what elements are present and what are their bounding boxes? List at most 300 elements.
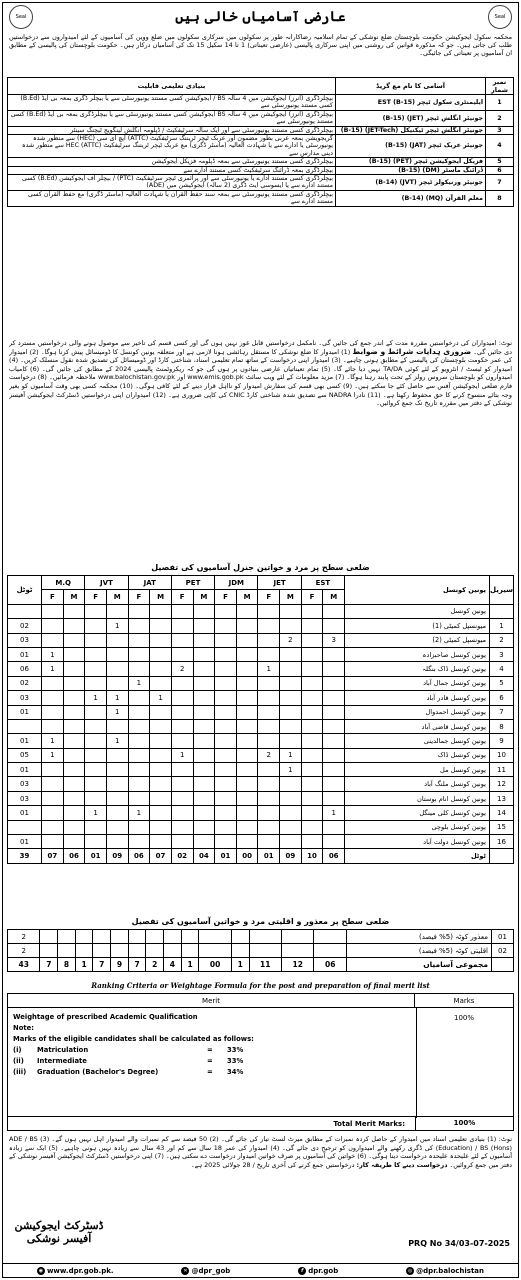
dist-value-cell	[215, 763, 237, 777]
dist-value-cell	[236, 806, 258, 820]
merit-item-percent: 33%	[227, 1057, 244, 1065]
intro-paragraph: محکمہ سکول ایجوکیشن حکومت بلوچستان ضلع نوشکی کے تمام اسلامیہ رضاکارانہ طور پر سکولوں میں سرکاری سکولوں میں ضلع ووین کی آسامیوں کے لئے امیدواروں سے درخواستیں طلب کی جاتی ہیں۔ جو کہ مذکورہ قوانین کی روشنی میں اپنی سرکاری پالیسی (عارضی تعیناتی) 1 تا 14 سکیل 15 تک کی آسامیاں درکار ہیں۔ حکومت بلوچستان کی پالیسی کے مطابق ان آسامیوں پر تعیناتی کی جائیگی۔	[9, 33, 512, 58]
dist-value-cell	[40, 944, 58, 958]
header	[3, 3, 518, 31]
merit-item-equals: =	[207, 1057, 213, 1065]
dist-value-cell	[106, 662, 128, 676]
dist-value-cell	[171, 763, 193, 777]
posts-row	[8, 175, 514, 191]
dist-union-council: یونین کونسل دولت آباد	[345, 835, 490, 849]
dist-value-cell	[280, 647, 302, 661]
dist-total-value: 04	[193, 849, 215, 863]
dist-total-cell: 05	[8, 748, 42, 762]
merit-col-label: Merit	[8, 994, 415, 1007]
dist-serial: 3	[490, 647, 514, 661]
dist-value-cell	[258, 719, 280, 733]
dist-value-cell	[280, 676, 302, 690]
dist-row	[8, 734, 514, 748]
dist-total-cell: 2	[8, 930, 40, 944]
dist-value-cell	[236, 719, 258, 733]
notes-body: (1) امیدوار کا ضلع نوشکی کا مستقل رہائشی ہونا لازمی ہے اور متعلقہ یونین کونسل کا ڈومیسائل پیش کرنا ہوگا۔ (2) امیدوار کی عمر حکومت بلوچستان کی پالیسی کے مطابق ہونی چاہیے۔ (3) امیدوار اپنی درخواست کے ساتھ تمام تعلیمی اسناد، شناختی کارڈ اور ڈومیسائل کی تصدیق شدہ نقول منسلک کریں۔ (4) امیدوار کو ٹیسٹ / انٹرویو کے لئے کوئی TA/DA نہیں دیا جائے گا۔ (5) تمام تعیناتیاں عارضی بنیادوں پر ہوں گی جو کہ ریکروٹمنٹ پالیسی 2024 کے مطابق کی جائیں گی۔ (6) کامیاب امیدواروں کو بلوچستان سروس رولز کے تحت پابند رہنا ہوگا۔ (7) مزید معلومات کے لئے ویب سائٹ www.emis.gob.pk اور www.balochistan.gov.pk ملاحظہ فرمائیں۔ (8) درخواست فارم ضلعی ایجوکیشن آفس سے حاصل کئے جا سکتے ہیں۔ (9) کسی بھی قسم کی سفارش امیدوار کو نااہل قرار دینے کے لئے کافی ہوگی۔ (10) محکمہ کسی بھی وقت آسامیوں کو بغیر وجہ بتائے منسوخ کرنے کا حق محفوظ رکھتا ہے۔ (11) نادرا NADRA سے تصدیق شدہ شناختی کارڈ CNIC کی کاپی ضروری ہے۔ (12) امیدواران اپنی درخواستیں ڈسٹرکٹ ایجوکیشن آفیسر نوشکی کے دفتر میں مقررہ تاریخ تک جمع کروائیں۔	[9, 347, 512, 408]
dist-union-council: یونین کونسل جمالدینی	[345, 734, 490, 748]
dist-value-cell	[171, 647, 193, 661]
seal-right-label: Seal	[494, 14, 506, 20]
dist-totals-serial	[490, 849, 514, 863]
merit-item	[13, 1056, 411, 1067]
dist-value-cell	[58, 944, 76, 958]
dist-union-council: اقلیتی کوٹہ (5% فیصد)	[347, 944, 492, 958]
dist-value-cell	[280, 777, 302, 791]
dist-total-cell: 01	[8, 647, 42, 661]
dist-row	[8, 806, 514, 820]
dist-value-cell	[106, 748, 128, 762]
dist-serial	[490, 604, 514, 618]
dist-total-cell: 01	[8, 763, 42, 777]
post-number: 8	[486, 190, 514, 206]
dist-value-cell	[85, 734, 107, 748]
distribution-table-wrapper	[7, 575, 514, 864]
dist-value-cell	[63, 820, 85, 834]
merit-calc-label: Marks of the eligible candidates shall be calculated as follows:	[13, 1035, 254, 1043]
social-link[interactable]	[298, 1267, 338, 1275]
posts-row	[8, 135, 514, 158]
dist-row	[8, 633, 514, 647]
dist-value-cell	[128, 705, 150, 719]
dist-value-cell	[128, 791, 150, 805]
dist-value-cell	[85, 777, 107, 791]
dist-value-cell	[106, 763, 128, 777]
dist-value-cell	[63, 806, 85, 820]
social-link[interactable]	[37, 1267, 114, 1275]
dist-value-cell	[258, 604, 280, 618]
post-name: ایلیمنٹری سکول ٹیچر EST (B-15)	[336, 95, 486, 111]
dist-value-cell	[236, 676, 258, 690]
dist-value-cell	[236, 633, 258, 647]
dist-value-cell	[42, 719, 64, 733]
dist-col-post: JVT	[85, 576, 128, 590]
dist-union-council: یونین کونسل ڈاک بنگلہ	[345, 662, 490, 676]
dist-value-cell	[63, 619, 85, 633]
post-number: 6	[486, 166, 514, 174]
dist-grand-total: 39	[8, 849, 42, 863]
dist-value-cell	[193, 763, 215, 777]
dist-value-cell	[171, 691, 193, 705]
dist-value-cell	[85, 719, 107, 733]
dist-value-cell: 1	[85, 691, 107, 705]
posts-row	[8, 110, 514, 126]
dist-serial: 6	[490, 691, 514, 705]
dist-value-cell	[85, 633, 107, 647]
special-totals-row	[8, 958, 514, 972]
post-qualification: بیچلرڈگری بمعہ ڈرائنگ سرٹیفکیٹ کسی مستند ادارے سے	[8, 166, 336, 174]
dist-serial: 12	[490, 777, 514, 791]
dist-value-cell	[301, 604, 323, 618]
dist-col-male: M	[63, 590, 85, 604]
dist-value-cell	[106, 806, 128, 820]
special-total-value: 2	[146, 958, 164, 972]
dist-value-cell	[146, 930, 164, 944]
dist-col-female: F	[258, 590, 280, 604]
dist-value-cell	[63, 662, 85, 676]
dist-value-cell	[171, 705, 193, 719]
dist-value-cell	[323, 748, 345, 762]
dist-value-cell: 1	[42, 662, 64, 676]
dist-value-cell	[280, 835, 302, 849]
dist-value-cell: 1	[150, 691, 172, 705]
dist-value-cell	[128, 691, 150, 705]
government-seal-left	[9, 5, 33, 29]
signature-line-1: ڈسٹرکٹ ایجوکیشن	[14, 1219, 104, 1232]
dist-value-cell	[193, 662, 215, 676]
dist-value-cell	[171, 676, 193, 690]
dist-value-cell	[150, 777, 172, 791]
dist-total-cell: 01	[8, 835, 42, 849]
dist-value-cell	[258, 619, 280, 633]
special-total-value: 1	[231, 958, 249, 972]
merit-item	[13, 1067, 411, 1078]
dist-serial: 4	[490, 662, 514, 676]
dist-value-cell	[111, 930, 129, 944]
special-total-value: 11	[249, 958, 281, 972]
dist-value-cell	[42, 691, 64, 705]
dist-value-cell	[42, 763, 64, 777]
dist-value-cell: 2	[258, 748, 280, 762]
dist-value-cell	[280, 604, 302, 618]
dist-value-cell	[128, 719, 150, 733]
dist-value-cell	[150, 719, 172, 733]
dist-value-cell	[280, 662, 302, 676]
dist-value-cell	[193, 604, 215, 618]
dist-total-cell: 03	[8, 633, 42, 647]
special-total-value: 00	[199, 958, 231, 972]
dist-total-value: 10	[301, 849, 323, 863]
dist-value-cell	[150, 734, 172, 748]
dist-value-cell: 1	[85, 806, 107, 820]
weightage-label: Weightage of prescribed Academic Qualification	[13, 1013, 198, 1021]
special-total-value: 7	[93, 958, 111, 972]
facebook-icon: f	[298, 1267, 306, 1275]
post-name: جونیئر انگلش ٹیچر (JET) (B-15)	[336, 110, 486, 126]
dist-value-cell	[85, 676, 107, 690]
dist-value-cell	[193, 777, 215, 791]
dist-value-cell	[42, 777, 64, 791]
dist-value-cell	[215, 647, 237, 661]
dist-value-cell	[128, 820, 150, 834]
dist-value-cell: 1	[42, 748, 64, 762]
dist-union-council: یونین کونسل جمال آباد	[345, 676, 490, 690]
dist-value-cell	[42, 835, 64, 849]
dist-col-male: M	[150, 590, 172, 604]
post-qualification: بیچلرڈگری کسی مستند یونیورسٹی سے اور ایک سالہ سرٹیفکیٹ / ڈپلومہ انگلش لینگویج ٹیچنگ سینٹر	[8, 126, 336, 134]
dist-value-cell	[171, 791, 193, 805]
merit-item-number: (iii)	[13, 1068, 27, 1076]
special-row	[8, 944, 514, 958]
dist-value-cell	[215, 633, 237, 647]
dist-value-cell: 3	[323, 633, 345, 647]
dist-value-cell	[215, 676, 237, 690]
dist-value-cell	[301, 633, 323, 647]
dist-total-cell: 02	[8, 676, 42, 690]
dist-row	[8, 719, 514, 733]
dist-value-cell	[106, 604, 128, 618]
instructions-notes	[9, 339, 512, 561]
dist-row	[8, 647, 514, 661]
dist-value-cell	[111, 944, 129, 958]
dist-value-cell	[63, 763, 85, 777]
dist-value-cell	[301, 662, 323, 676]
dist-col-post: JDM	[215, 576, 258, 590]
dist-value-cell	[258, 835, 280, 849]
dist-col-serial: سیریل	[490, 576, 514, 605]
dist-union-council: میونسپل کمیٹی (1)	[345, 619, 490, 633]
dist-value-cell	[128, 734, 150, 748]
dist-serial: 8	[490, 719, 514, 733]
dist-total-value: 06	[63, 849, 85, 863]
dist-value-cell	[63, 777, 85, 791]
globe-icon: ◉	[38, 1267, 44, 1274]
dist-value-cell	[128, 619, 150, 633]
dist-total-cell: 03	[8, 791, 42, 805]
dist-value-cell	[193, 705, 215, 719]
dist-value-cell	[236, 734, 258, 748]
dist-col-female: F	[42, 590, 64, 604]
social-footer	[3, 1263, 518, 1277]
dist-value-cell	[280, 806, 302, 820]
dist-value-cell	[236, 604, 258, 618]
notes-heading: ضروری ہدایات شرائط و ضوابط	[352, 346, 472, 356]
dist-value-cell	[85, 604, 107, 618]
dist-col-post: JET	[258, 576, 301, 590]
dist-col-post: EST	[301, 576, 344, 590]
dist-value-cell	[150, 662, 172, 676]
dist-value-cell	[193, 676, 215, 690]
dist-total-value: 01	[258, 849, 280, 863]
dist-total-cell: 01	[8, 806, 42, 820]
dist-value-cell	[171, 806, 193, 820]
dist-value-cell	[215, 705, 237, 719]
dist-value-cell	[150, 647, 172, 661]
dist-value-cell: 2	[280, 633, 302, 647]
dist-value-cell	[40, 930, 58, 944]
dist-value-cell	[171, 604, 193, 618]
dist-value-cell	[236, 763, 258, 777]
dist-value-cell	[193, 820, 215, 834]
dist-value-cell	[199, 944, 231, 958]
dist-value-cell	[93, 944, 111, 958]
dist-col-female: F	[85, 590, 107, 604]
social-link[interactable]	[181, 1267, 230, 1275]
dist-value-cell	[258, 705, 280, 719]
dist-totals-row	[8, 849, 514, 863]
dist-value-cell	[150, 835, 172, 849]
dist-value-cell: 1	[171, 748, 193, 762]
special-grand-total: 43	[8, 958, 40, 972]
dist-value-cell: 1	[42, 647, 64, 661]
dist-header-row	[8, 576, 514, 590]
dist-value-cell	[236, 662, 258, 676]
dist-value-cell	[215, 734, 237, 748]
post-qualification: بیچلرڈگری (آنرز) ایجوکیشن میں 4 سالہ BS ایجوکیشن کسی مستند یونیورسٹی سے یا بیچلرڈگری بمعہ بی ایڈ (B.Ed) کسی مستند یونیورسٹی سے	[8, 110, 336, 126]
post-qualification: بیچلرڈگری (آنرز) ایجوکیشن میں 4 سالہ BS / ایجوکیشن کسی مستند یونیورسٹی سے یا بیچلر ڈگری بمعہ بی ایڈ (B.Ed) کسی مستند یونیورسٹی سے	[8, 95, 336, 111]
dist-value-cell	[75, 944, 93, 958]
dist-value-cell	[249, 930, 281, 944]
dist-value-cell	[128, 763, 150, 777]
dist-value-cell: 1	[106, 691, 128, 705]
dist-value-cell: 1	[106, 705, 128, 719]
dist-value-cell	[301, 676, 323, 690]
dist-total-value: 01	[85, 849, 107, 863]
dist-row	[8, 705, 514, 719]
dist-union-council: معذور کوٹہ (5% فیصد)	[347, 930, 492, 944]
social-link[interactable]	[406, 1267, 484, 1275]
dist-total-value: 01	[215, 849, 237, 863]
dist-total-value: 09	[280, 849, 302, 863]
dist-value-cell	[301, 763, 323, 777]
dist-value-cell	[323, 647, 345, 661]
merit-item-label: Intermediate	[37, 1057, 87, 1065]
special-quota-table-wrapper	[7, 929, 514, 972]
dist-value-cell	[301, 719, 323, 733]
dist-value-cell	[193, 619, 215, 633]
dist-value-cell	[106, 633, 128, 647]
dist-value-cell	[85, 619, 107, 633]
dist-value-cell	[171, 835, 193, 849]
dist-col-female: F	[171, 590, 193, 604]
special-totals-label: مجموعی آسامیاں	[347, 958, 492, 972]
post-number: 7	[486, 175, 514, 191]
dist-value-cell	[215, 619, 237, 633]
dist-total-cell: 02	[8, 619, 42, 633]
dist-value-cell	[63, 748, 85, 762]
seal-left-label: Seal	[15, 14, 27, 20]
dist-value-cell	[42, 820, 64, 834]
dist-union-council: یونین کونسل مل	[345, 763, 490, 777]
dist-value-cell	[236, 791, 258, 805]
bottom-notes-body: نوٹ: (1) بنیادی تعلیمی اسناد میں امیدوار کے حاصل کردہ نمبرات کے مطابق میرٹ لسٹ تیار کی جائے گی۔ (2) 50 فیصد سے کم نمبرات والے امیدوار اہل نہیں ہوں گے۔ (3) ADE / BS (Education) / BS (Hons) کی ڈگری رکھنے والے امیدواروں کو ترجیح دی جائے گی۔ (4) امیدوار کی عمر 18 سال سے کم اور 43 سال سے زیادہ نہیں ہونی چاہیے۔ (5) ایک سے زیادہ آسامیوں کے لئے علیحدہ علیحدہ درخواست دینا ہوگی۔ (6) خواتین کی آسامیوں پر صرف خواتین امیدوار درخواست دے سکتی ہیں۔ (7) اپنی درخواستیں ڈسٹرکٹ ایجوکیشن آفیسر نوشکی کے دفتر میں جمع کروائیں۔	[9, 1135, 512, 1169]
dist-value-cell	[323, 763, 345, 777]
dist-row	[8, 619, 514, 633]
dist-value-cell	[85, 662, 107, 676]
dist-value-cell	[301, 835, 323, 849]
ranking-criteria-title: Ranking Criteria or Weightage Formula for the post and preparation of final merit list	[91, 981, 430, 990]
posts-row	[8, 166, 514, 174]
dist-value-cell	[314, 944, 347, 958]
dist-value-cell: 1	[106, 734, 128, 748]
dist-value-cell	[42, 604, 64, 618]
weightage-marks: 100%	[453, 1014, 474, 1022]
merit-items	[13, 1045, 411, 1078]
dist-value-cell	[323, 835, 345, 849]
dist-value-cell	[93, 930, 111, 944]
dist-value-cell	[171, 633, 193, 647]
dist-value-cell	[171, 719, 193, 733]
dist-value-cell	[249, 944, 281, 958]
dist-value-cell	[85, 791, 107, 805]
dist-value-cell	[63, 719, 85, 733]
dist-value-cell	[301, 791, 323, 805]
special-total-value: 7	[128, 958, 146, 972]
signature-line-2: آفیسر نوشکی	[26, 1232, 92, 1245]
post-number: 4	[486, 135, 514, 158]
merit-body	[8, 1008, 417, 1118]
social-handle: dpr.gob	[308, 1266, 339, 1275]
dist-value-cell	[106, 835, 128, 849]
dist-value-cell	[258, 633, 280, 647]
dist-value-cell	[42, 676, 64, 690]
page-title: عارضی آسامیاں خالی ہیں	[175, 9, 346, 25]
dist-value-cell: 1	[323, 806, 345, 820]
dist-total-cell: 2	[8, 944, 40, 958]
post-qualification: گریجویشن بمعہ عربی بطور مضمون اور عربک ٹیچر ٹریننگ سرٹیفکیٹ (ATTC) ایچ ای سی (HEC) سے منظور شدہ یونیورسٹی یا ادارے سے یا شہادت العالیہ (ماسٹر ڈگری) مع عربک ٹیچر ٹریننگ سرٹیفکیٹ (ATTC) HEC سے منظور شدہ دینی مدارس سے	[8, 135, 336, 158]
total-merit-label: Total Merit Marks:	[8, 1116, 513, 1130]
dist-value-cell	[181, 930, 199, 944]
dist-value-cell	[128, 748, 150, 762]
dist-value-cell: 2	[171, 662, 193, 676]
posts-row	[8, 95, 514, 111]
merit-formula-box	[7, 993, 514, 1131]
special-total-value: 12	[281, 958, 313, 972]
dist-union-council: یونین کونسل صاحبزادہ	[345, 647, 490, 661]
dist-serial: 14	[490, 806, 514, 820]
dist-value-cell	[301, 647, 323, 661]
dist-value-cell	[128, 633, 150, 647]
twitter-icon: ✕	[183, 1267, 188, 1274]
dist-col-male: M	[236, 590, 258, 604]
dist-total-cell: 03	[8, 691, 42, 705]
dist-row	[8, 777, 514, 791]
dist-serial: 1	[490, 619, 514, 633]
dist-value-cell	[215, 719, 237, 733]
dist-value-cell	[42, 791, 64, 805]
posts-col-qualification: بنیادی تعلیمی قابلیت	[8, 78, 336, 95]
dist-row	[8, 791, 514, 805]
dist-total-cell: 06	[8, 662, 42, 676]
dist-value-cell: 1	[128, 806, 150, 820]
dist-value-cell	[150, 748, 172, 762]
special-total-value: 7	[40, 958, 58, 972]
post-name: فزیکل ایجوکیشن ٹیچر (PET) (B-15)	[336, 158, 486, 166]
special-quota-title: ضلعی سطح پر معذور و اقلیتی مرد و خواتین آسامیوں کی تفصیل	[131, 917, 390, 926]
dist-value-cell	[323, 719, 345, 733]
dist-value-cell: 1	[106, 619, 128, 633]
dist-col-female: F	[128, 590, 150, 604]
dist-value-cell	[215, 604, 237, 618]
dist-union-council: میونسپل کمیٹی (2)	[345, 633, 490, 647]
dist-serial: 16	[490, 835, 514, 849]
dist-value-cell	[215, 820, 237, 834]
dist-row	[8, 763, 514, 777]
dist-value-cell	[199, 930, 231, 944]
special-total-value: 1	[75, 958, 93, 972]
total-merit-value: 100%	[415, 1116, 513, 1130]
dist-row	[8, 748, 514, 762]
dist-value-cell	[280, 719, 302, 733]
dist-value-cell	[231, 944, 249, 958]
dist-value-cell	[281, 944, 313, 958]
distribution-table	[7, 575, 514, 864]
dist-value-cell	[150, 806, 172, 820]
dist-value-cell	[85, 763, 107, 777]
advertisement-page	[2, 2, 519, 1278]
dist-value-cell	[323, 676, 345, 690]
merit-item-number: (ii)	[13, 1057, 24, 1065]
dist-value-cell	[323, 777, 345, 791]
dist-total-value: 06	[128, 849, 150, 863]
posts-row	[8, 190, 514, 206]
dist-value-cell	[150, 705, 172, 719]
dist-value-cell	[42, 705, 64, 719]
dist-value-cell	[280, 820, 302, 834]
